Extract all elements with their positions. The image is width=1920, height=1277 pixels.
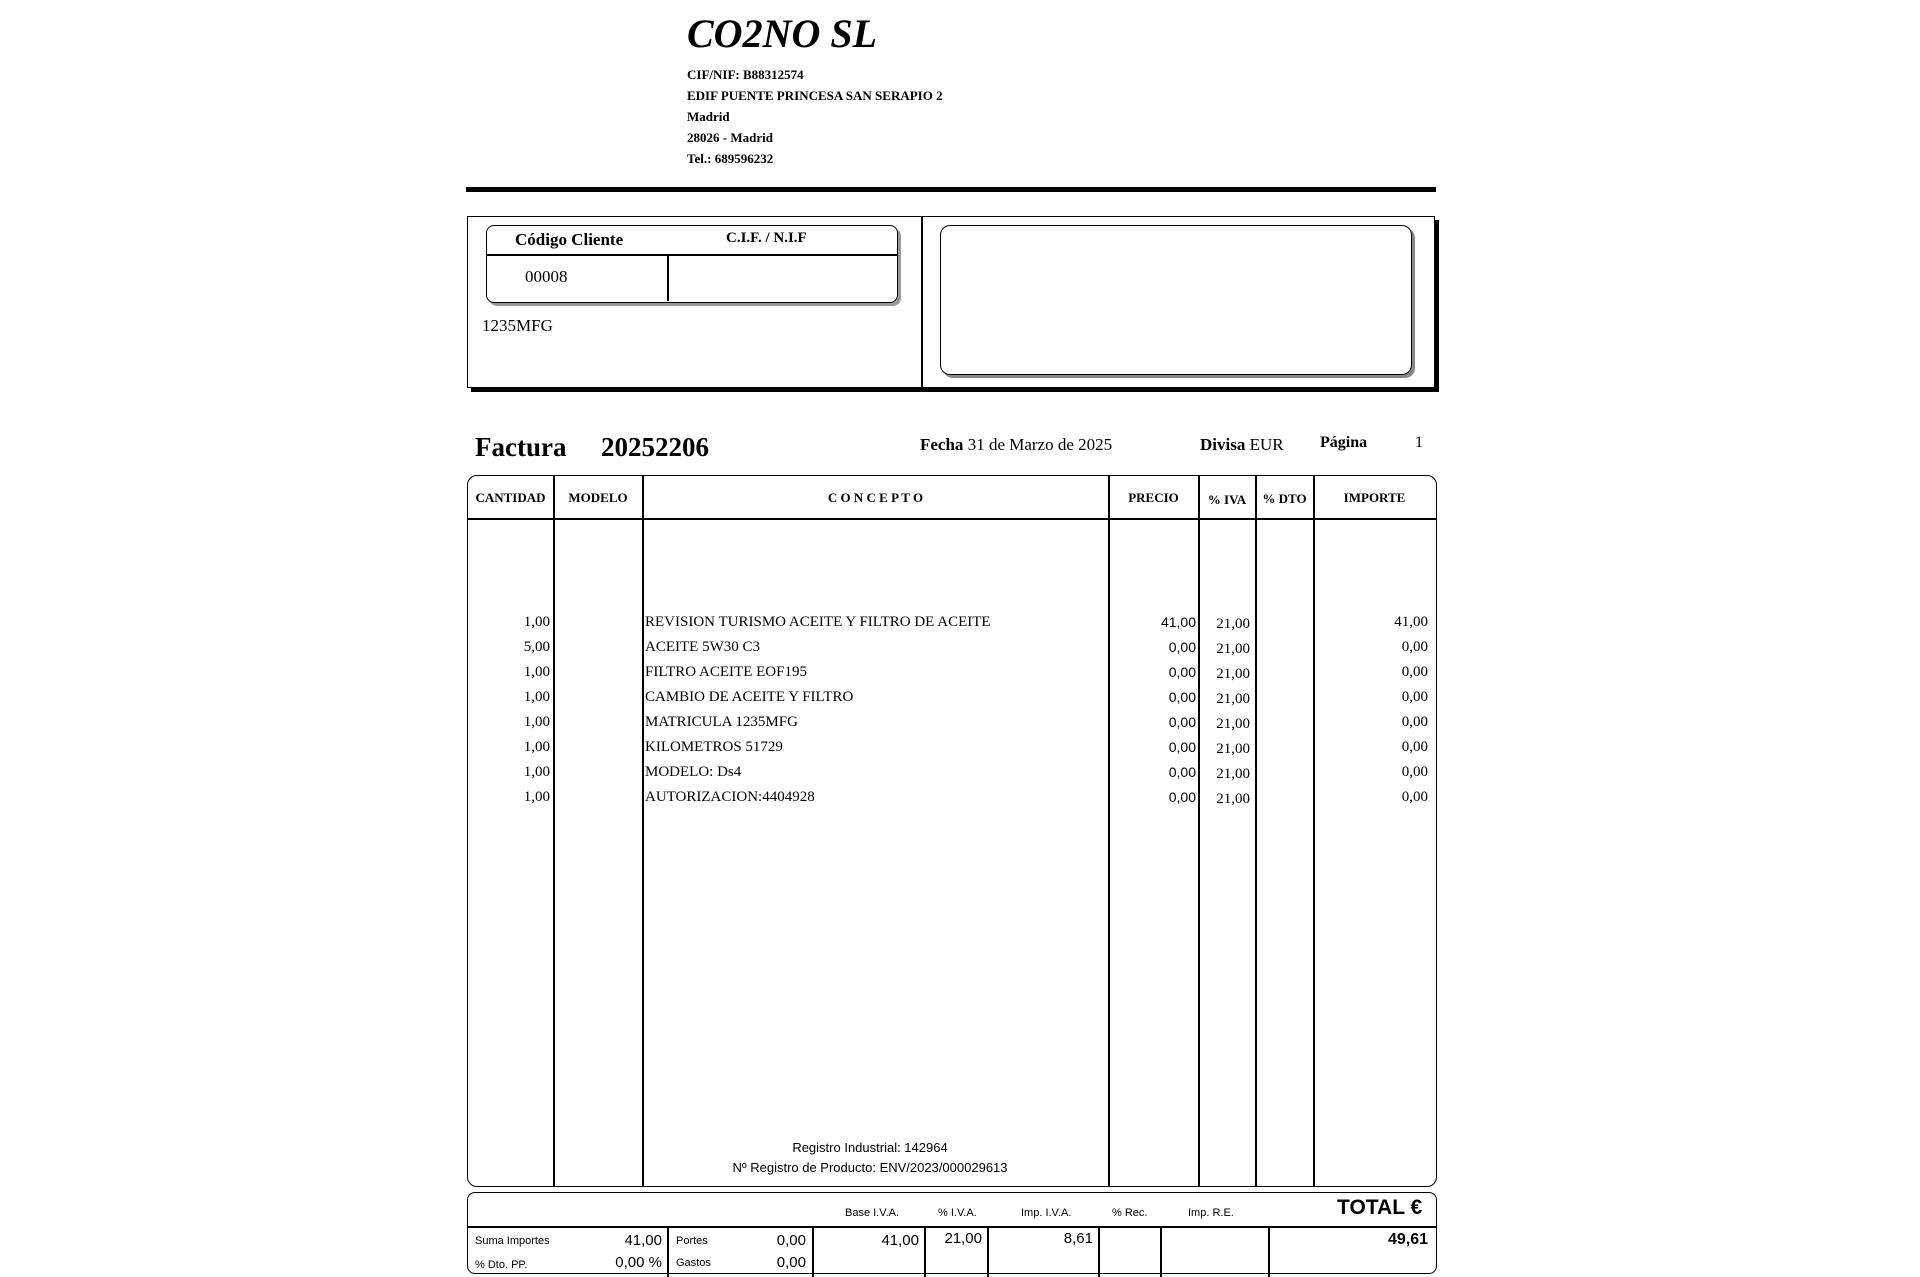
dto-pp-value: 0,00 % xyxy=(615,1254,662,1271)
cell-importe: 0,00 xyxy=(1401,764,1428,780)
cell-concept: MODELO: Ds4 xyxy=(645,764,742,780)
pct-iva-value: 21,00 xyxy=(944,1230,982,1247)
company-city: Madrid xyxy=(687,109,730,124)
company-phone: Tel.: 689596232 xyxy=(687,151,774,166)
col-divider xyxy=(553,476,555,1186)
cell-precio: 0,00 xyxy=(1168,789,1196,805)
total-label: TOTAL € xyxy=(1337,1196,1423,1219)
col-divider xyxy=(642,476,644,1186)
col-divider xyxy=(1313,476,1315,1186)
totals-divider xyxy=(812,1227,814,1277)
invoice-date xyxy=(920,435,1112,455)
totals-divider xyxy=(667,1227,669,1277)
col-divider xyxy=(1198,476,1200,1186)
header-importe: IMPORTE xyxy=(1343,490,1406,505)
client-nif-label: C.I.F. / N.I.F xyxy=(726,230,807,246)
cell-qty: 1,00 xyxy=(523,689,550,705)
cell-concept: ACEITE 5W30 C3 xyxy=(645,639,760,655)
cell-concept: AUTORIZACION:4404928 xyxy=(645,789,815,805)
cell-iva: 21,00 xyxy=(1216,641,1250,657)
dto-pp-label: % Dto. PP. xyxy=(475,1259,528,1271)
header-cantidad: CANTIDAD xyxy=(475,490,546,505)
totals-header-rule xyxy=(468,1226,1436,1228)
cell-importe: 0,00 xyxy=(1401,689,1428,705)
client-plate: 1235MFG xyxy=(482,316,553,335)
cell-concept: MATRICULA 1235MFG xyxy=(645,714,798,730)
cell-qty: 1,00 xyxy=(523,714,550,730)
totals-divider xyxy=(1098,1227,1100,1277)
cell-concept: CAMBIO DE ACEITE Y FILTRO xyxy=(645,689,854,705)
cell-iva: 21,00 xyxy=(1216,716,1250,732)
cell-iva: 21,00 xyxy=(1216,766,1250,782)
invoice-number: 20252206 xyxy=(601,432,709,462)
suma-importes-value: 41,00 xyxy=(624,1232,662,1249)
table-row xyxy=(0,714,1920,739)
cell-precio: 0,00 xyxy=(1168,714,1196,730)
totals-divider xyxy=(987,1227,989,1277)
code-box-separator xyxy=(487,254,897,256)
table-row xyxy=(0,739,1920,764)
page-label: Página xyxy=(1320,434,1368,451)
header-iva: % IVA xyxy=(1207,492,1247,507)
cell-importe: 41,00 xyxy=(1394,614,1428,630)
suma-importes-label: Suma Importes xyxy=(475,1235,550,1247)
table-row xyxy=(0,639,1920,664)
client-divider xyxy=(921,216,923,389)
cell-importe: 0,00 xyxy=(1401,639,1428,655)
cell-importe: 0,00 xyxy=(1401,664,1428,680)
cell-precio: 0,00 xyxy=(1168,639,1196,655)
cell-iva: 21,00 xyxy=(1216,791,1250,807)
cell-precio: 0,00 xyxy=(1168,764,1196,780)
company-postal: 28026 - Madrid xyxy=(687,130,773,145)
header-concepto: C O N C E P T O xyxy=(827,490,924,505)
totals-header-imp-iva: Imp. I.V.A. xyxy=(1021,1207,1072,1219)
currency-value: EUR xyxy=(1249,435,1284,454)
cell-qty: 1,00 xyxy=(523,739,550,755)
date-label: Fecha xyxy=(920,435,964,454)
cell-concept: KILOMETROS 51729 xyxy=(645,739,783,755)
date-value: 31 de Marzo de 2025 xyxy=(967,435,1113,454)
cell-importe: 0,00 xyxy=(1401,739,1428,755)
cell-concept: REVISION TURISMO ACEITE Y FILTRO DE ACEITE xyxy=(645,614,991,630)
imp-iva-value: 8,61 xyxy=(1063,1230,1093,1247)
totals-divider xyxy=(1160,1227,1162,1277)
company-name: CO2NO SL xyxy=(687,11,878,56)
gastos-label: Gastos xyxy=(676,1257,711,1269)
cell-iva: 21,00 xyxy=(1216,666,1250,682)
cell-concept: FILTRO ACEITE EOF195 xyxy=(645,664,807,680)
registro-industrial: Registro Industrial: 142964 xyxy=(792,1140,948,1155)
cell-precio: 0,00 xyxy=(1168,689,1196,705)
table-row xyxy=(0,764,1920,789)
totals-header-base: Base I.V.A. xyxy=(845,1207,900,1219)
col-divider xyxy=(1108,476,1110,1186)
cell-precio: 0,00 xyxy=(1168,664,1196,680)
client-code-label: Código Cliente xyxy=(515,230,624,249)
cell-iva: 21,00 xyxy=(1216,691,1250,707)
company-nif: CIF/NIF: B88312574 xyxy=(687,67,804,82)
totals-header-pct-iva: % I.V.A. xyxy=(938,1207,977,1219)
invoice-label: Factura xyxy=(475,432,567,462)
page-value: 1 xyxy=(1415,434,1423,451)
col-divider xyxy=(1255,476,1257,1186)
cell-precio: 0,00 xyxy=(1168,739,1196,755)
totals-divider xyxy=(1268,1227,1270,1277)
client-address-box xyxy=(940,225,1412,375)
header-precio: PRECIO xyxy=(1128,490,1179,505)
table-row xyxy=(0,789,1920,814)
cell-qty: 1,00 xyxy=(523,664,550,680)
cell-iva: 21,00 xyxy=(1216,616,1250,632)
cell-iva: 21,00 xyxy=(1216,741,1250,757)
totals-header-pct-rec: % Rec. xyxy=(1112,1207,1148,1219)
cell-qty: 1,00 xyxy=(523,764,550,780)
cell-qty: 1,00 xyxy=(523,789,550,805)
registro-producto: Nº Registro de Producto: ENV/2023/000029613 xyxy=(732,1160,1008,1175)
cell-qty: 5,00 xyxy=(523,639,550,655)
table-header-rule xyxy=(468,518,1436,520)
cell-precio: 41,00 xyxy=(1160,614,1196,630)
invoice-lines-table xyxy=(467,475,1437,1187)
table-row xyxy=(0,664,1920,689)
base-iva-value: 41,00 xyxy=(881,1232,919,1249)
invoice-currency xyxy=(1200,435,1284,455)
header-rule xyxy=(466,187,1436,192)
total-value: 49,61 xyxy=(1387,1231,1428,1248)
cell-qty: 1,00 xyxy=(523,614,550,630)
totals-divider xyxy=(924,1227,926,1277)
table-row xyxy=(0,689,1920,714)
header-dto: % DTO xyxy=(1262,491,1307,506)
client-code-value: 00008 xyxy=(525,267,568,286)
portes-value: 0,00 xyxy=(776,1232,806,1249)
totals-header-imp-re: Imp. R.E. xyxy=(1188,1207,1234,1219)
cell-importe: 0,00 xyxy=(1401,714,1428,730)
cell-importe: 0,00 xyxy=(1401,789,1428,805)
portes-label: Portes xyxy=(676,1235,708,1247)
currency-label: Divisa xyxy=(1200,435,1246,454)
company-address: EDIF PUENTE PRINCESA SAN SERAPIO 2 xyxy=(687,88,943,103)
gastos-value: 0,00 xyxy=(776,1254,806,1271)
header-modelo: MODELO xyxy=(568,490,628,505)
code-box-column-divider xyxy=(667,255,669,301)
table-row xyxy=(0,614,1920,639)
